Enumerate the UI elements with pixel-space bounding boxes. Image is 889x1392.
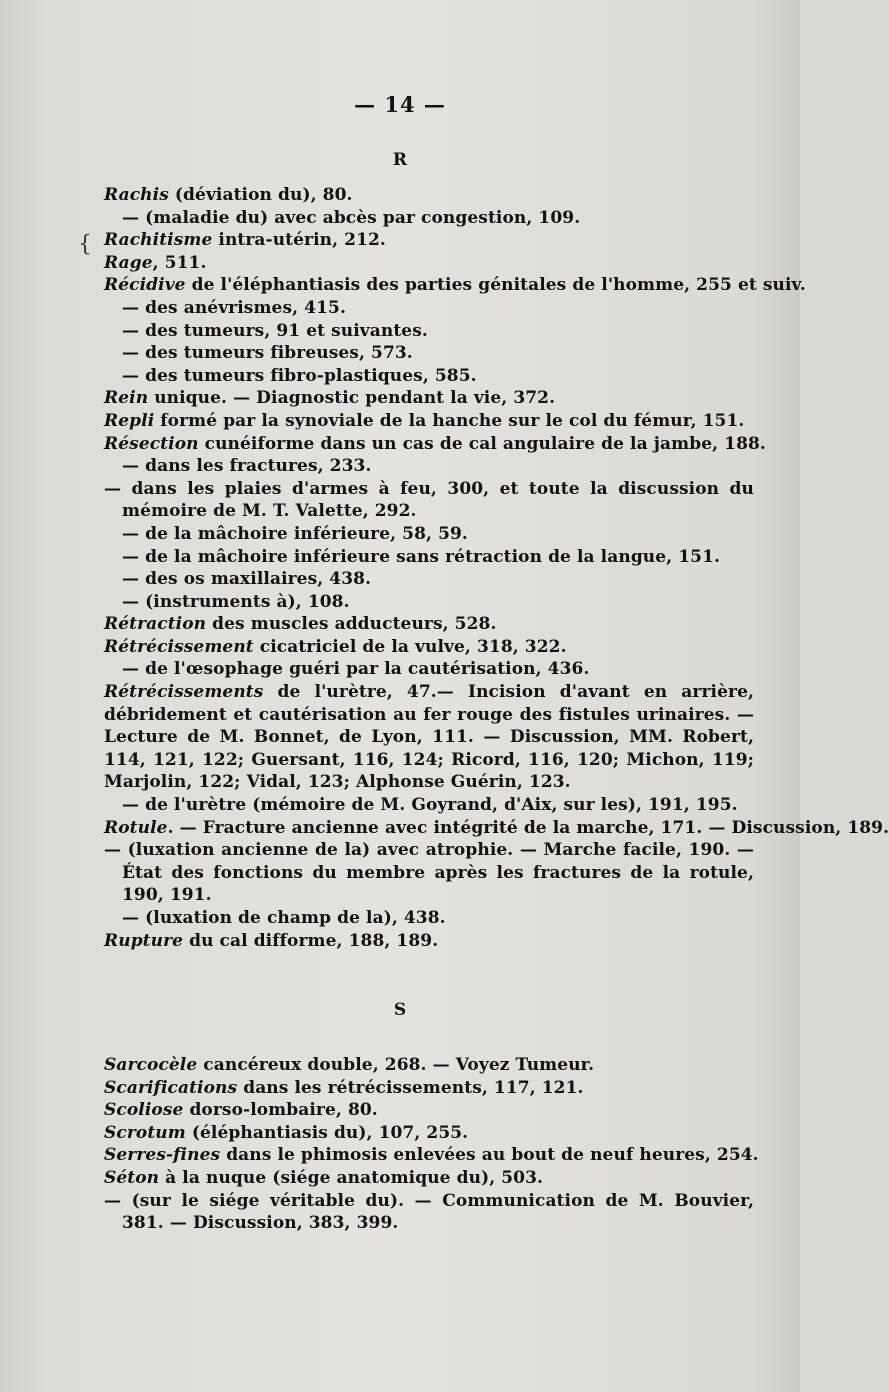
index-keyword: Rétraction xyxy=(104,614,207,635)
index-keyword: Repli xyxy=(104,410,155,431)
index-entry xyxy=(104,252,754,275)
index-text: — (instruments à), 108. xyxy=(122,591,350,612)
index-entry xyxy=(104,1077,754,1100)
index-text: cancéreux double, 268. — Voyez Tumeur. xyxy=(197,1055,595,1075)
index-text: dorso-lombaire, 80. xyxy=(183,1100,378,1121)
section-letter-r: R xyxy=(392,150,408,170)
index-entry xyxy=(104,794,754,817)
index-entry xyxy=(104,523,754,546)
index-entry xyxy=(104,636,754,659)
index-text: — des tumeurs, 91 et suivantes. xyxy=(122,320,428,341)
index-keyword: Sarcocèle xyxy=(104,1055,198,1075)
index-text: — (luxation de champ de la), 438. xyxy=(122,908,446,928)
index-keyword: Rein xyxy=(104,388,149,409)
index-text: — (sur le siége véritable du). — Communication de M. Bouvier, 381. — Discussion, 383, 399. xyxy=(104,1190,754,1234)
index-text: des muscles adducteurs, 528. xyxy=(206,614,497,635)
index-keyword: Scarifications xyxy=(104,1077,238,1098)
index-entry xyxy=(104,297,754,320)
index-text: — (maladie du) avec abcès par congestion, 109. xyxy=(122,207,581,228)
index-text: du cal difforme, 188, 189. xyxy=(183,930,439,951)
index-keyword: Scrotum xyxy=(104,1122,186,1143)
index-entry xyxy=(104,907,754,930)
index-keyword: Séton xyxy=(104,1167,160,1188)
index-entry xyxy=(104,930,754,953)
page-number: — 14 — xyxy=(354,92,446,117)
index-entry xyxy=(104,274,806,297)
index-text: — dans les fractures, 233. xyxy=(122,456,372,477)
index-entry xyxy=(104,478,754,523)
index-text: — des anévrismes, 415. xyxy=(122,297,346,318)
index-keyword: Rage xyxy=(104,252,153,273)
index-entry xyxy=(104,613,754,636)
index-text: à la nuque (siége anatomique du), 503. xyxy=(159,1167,544,1188)
index-text: , 511. xyxy=(152,252,207,273)
index-entry xyxy=(104,184,754,207)
index-entry xyxy=(104,839,754,907)
index-keyword: Rachis xyxy=(104,185,169,205)
index-entry xyxy=(104,817,889,840)
index-entry xyxy=(104,1122,754,1145)
index-keyword: Récidive xyxy=(104,275,186,296)
index-entry xyxy=(104,207,754,230)
index-text: dans le phimosis enlevées au bout de neuf heures, 254. xyxy=(220,1145,759,1166)
index-entry xyxy=(104,387,754,410)
index-text: de l'urètre, 47.— Incision d'avant en arrière, débridement et cautérisation au fer rouge des fistules urinaires. — Lecture de M. Bonnet, de Lyon, 111. — Discussion, MM. Robert, 114, 121, 122; Guersant, 116, 124; Ricord, 116, 120; Michon, 119; Marjolin, 122; Vidal, 123; Alphonse Guérin, 123. xyxy=(104,682,754,793)
index-text: formé par la synoviale de la hanche sur le col du fémur, 151. xyxy=(154,410,745,431)
index-text: (déviation du), 80. xyxy=(168,185,353,205)
index-entry xyxy=(104,433,766,456)
index-text: cunéiforme dans un cas de cal angulaire de la jambe, 188. xyxy=(198,433,766,454)
index-text: intra-utérin, 212. xyxy=(212,230,386,251)
section-letter-s: S xyxy=(393,1000,407,1020)
index-text: — de l'œsophage guéri par la cautérisation, 436. xyxy=(122,659,590,680)
index-section-s xyxy=(104,1054,759,1235)
index-text: unique. — Diagnostic pendant la vie, 372. xyxy=(148,388,556,409)
index-text: — de la mâchoire inférieure sans rétraction de la langue, 151. xyxy=(122,546,721,567)
index-keyword: Rétrécissements xyxy=(104,682,264,703)
index-entry xyxy=(104,410,754,433)
index-entry xyxy=(104,455,754,478)
index-keyword: Résection xyxy=(104,433,199,454)
index-entry xyxy=(104,1144,759,1167)
index-keyword: Rétrécissement xyxy=(104,636,254,657)
index-text: — des tumeurs fibreuses, 573. xyxy=(122,343,413,364)
index-entry xyxy=(104,591,754,614)
index-text: de l'éléphantiasis des parties génitales de l'homme, 255 et suiv. xyxy=(185,275,806,296)
index-entry xyxy=(104,1099,754,1122)
index-text: (éléphantiasis du), 107, 255. xyxy=(185,1122,469,1143)
index-text: — dans les plaies d'armes à feu, 300, et toute la discussion du mémoire de M. T. Valette, 292. xyxy=(104,478,754,522)
margin-bracket-mark: { xyxy=(78,232,92,257)
index-entry xyxy=(104,342,754,365)
index-keyword: Rotule xyxy=(104,817,168,838)
index-entry xyxy=(104,681,754,794)
index-entry xyxy=(104,1167,754,1190)
index-text: . — Fracture ancienne avec intégrité de la marche, 171. — Discussion, 189. xyxy=(167,817,889,838)
index-entry xyxy=(104,229,754,252)
index-entry xyxy=(104,1054,754,1077)
index-entry xyxy=(104,658,754,681)
index-section-r xyxy=(104,184,889,952)
index-text: — des os maxillaires, 438. xyxy=(122,569,372,590)
index-entry xyxy=(104,1190,754,1235)
index-keyword: Serres-fines xyxy=(104,1145,221,1166)
index-text: dans les rétrécissements, 117, 121. xyxy=(237,1077,584,1098)
index-entry xyxy=(104,546,754,569)
index-text: — des tumeurs fibro-plastiques, 585. xyxy=(122,365,477,386)
index-keyword: Rupture xyxy=(104,930,184,951)
index-text: — de l'urètre (mémoire de M. Goyrand, d'Aix, sur les), 191, 195. xyxy=(122,795,738,816)
index-text: — (luxation ancienne de la) avec atrophie. — Marche facile, 190. — État des fonctions du membre après les fractures de la rotule, 190, 191. xyxy=(104,840,754,906)
index-entry xyxy=(104,365,754,388)
index-text: — de la mâchoire inférieure, 58, 59. xyxy=(122,523,468,544)
index-entry xyxy=(104,320,754,343)
index-keyword: Rachitisme xyxy=(104,230,213,251)
index-entry xyxy=(104,568,754,591)
index-text: cicatriciel de la vulve, 318, 322. xyxy=(253,636,567,657)
index-keyword: Scoliose xyxy=(104,1100,184,1121)
